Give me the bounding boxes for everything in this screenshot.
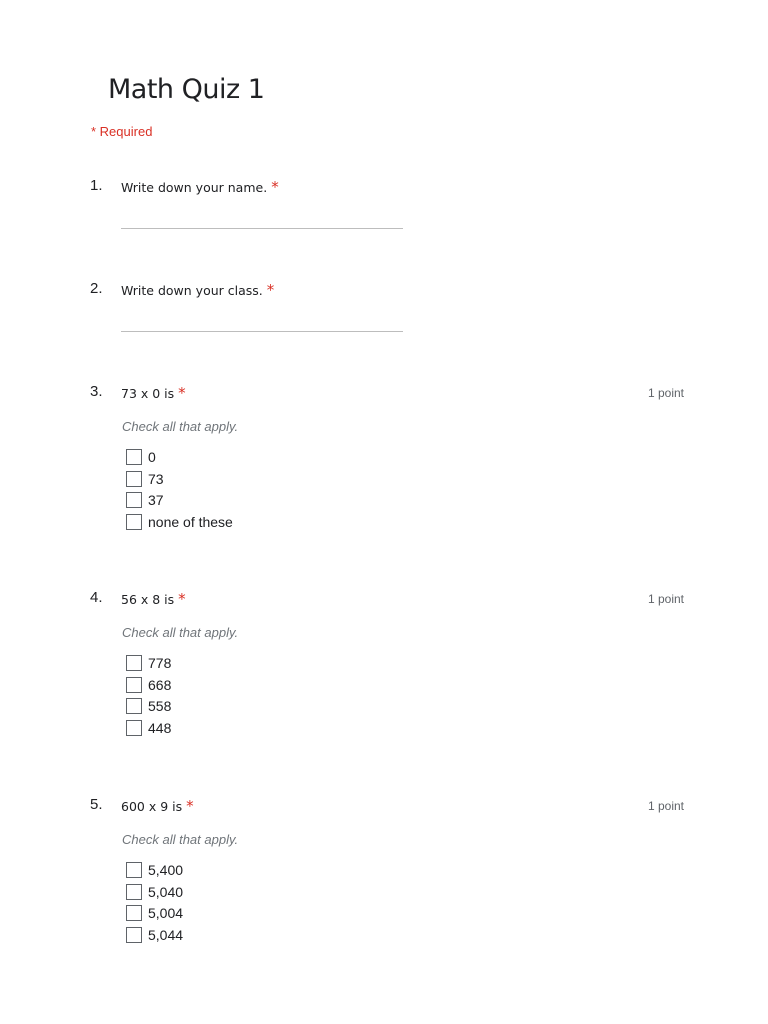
question-label: 56 x 8 is xyxy=(121,592,175,607)
option-37[interactable] xyxy=(126,490,233,512)
options-list xyxy=(126,859,183,946)
option-label: 5,044 xyxy=(148,927,184,944)
option-5400[interactable] xyxy=(126,859,183,881)
question-label: 600 x 9 is xyxy=(121,799,183,814)
option-5044[interactable] xyxy=(126,924,183,946)
option-label: 0 xyxy=(148,448,156,465)
option-none-of-these[interactable] xyxy=(126,511,233,533)
required-star: * xyxy=(178,384,186,402)
question-number: 1. xyxy=(90,177,103,194)
question-number: 5. xyxy=(90,796,103,813)
option-label: 668 xyxy=(148,676,172,693)
required-star: * xyxy=(271,178,279,196)
option-label: 778 xyxy=(148,654,172,671)
question-text xyxy=(121,797,194,815)
option-label: 5,400 xyxy=(148,861,184,878)
option-label: 558 xyxy=(148,698,172,715)
question-text xyxy=(121,281,274,299)
required-note: * Required xyxy=(91,124,153,139)
question-text xyxy=(121,384,186,402)
question-label: Write down your name. xyxy=(121,180,268,195)
checkbox[interactable] xyxy=(126,862,142,878)
required-star: * xyxy=(186,797,194,815)
option-558[interactable] xyxy=(126,696,171,718)
question-number: 3. xyxy=(90,383,103,400)
hint-text: Check all that apply. xyxy=(122,832,239,847)
name-answer-field[interactable] xyxy=(121,228,403,229)
hint-text: Check all that apply. xyxy=(122,625,239,640)
option-778[interactable] xyxy=(126,652,171,674)
option-668[interactable] xyxy=(126,674,171,696)
points-label: 1 point xyxy=(647,799,684,813)
option-label: 37 xyxy=(148,492,164,509)
checkbox[interactable] xyxy=(126,927,142,943)
question-text xyxy=(121,590,186,608)
option-448[interactable] xyxy=(126,717,171,739)
question-label: 73 x 0 is xyxy=(121,386,175,401)
options-list xyxy=(126,652,171,739)
option-label: none of these xyxy=(148,514,233,531)
options-list xyxy=(126,446,233,533)
option-label: 5,004 xyxy=(148,905,184,922)
option-5040[interactable] xyxy=(126,881,183,903)
option-73[interactable] xyxy=(126,468,233,490)
hint-text: Check all that apply. xyxy=(122,419,239,434)
option-0[interactable] xyxy=(126,446,233,468)
checkbox[interactable] xyxy=(126,677,142,693)
class-answer-field[interactable] xyxy=(121,331,403,332)
points-label: 1 point xyxy=(647,386,684,400)
checkbox[interactable] xyxy=(126,905,142,921)
option-label: 5,040 xyxy=(148,883,184,900)
checkbox[interactable] xyxy=(126,471,142,487)
form-title: Math Quiz 1 xyxy=(108,74,265,105)
question-text xyxy=(121,178,279,196)
checkbox[interactable] xyxy=(126,514,142,530)
checkbox[interactable] xyxy=(126,720,142,736)
checkbox[interactable] xyxy=(126,884,142,900)
option-label: 448 xyxy=(148,720,172,737)
option-5004[interactable] xyxy=(126,903,183,925)
required-star: * xyxy=(266,281,275,299)
question-label: Write down your class. xyxy=(121,283,263,298)
checkbox[interactable] xyxy=(126,492,142,508)
checkbox[interactable] xyxy=(126,655,142,671)
required-star: * xyxy=(178,590,186,608)
checkbox[interactable] xyxy=(126,698,142,714)
option-label: 73 xyxy=(148,470,164,487)
question-number: 2. xyxy=(90,280,103,297)
points-label: 1 point xyxy=(647,592,684,606)
question-number: 4. xyxy=(90,589,103,606)
checkbox[interactable] xyxy=(126,449,142,465)
